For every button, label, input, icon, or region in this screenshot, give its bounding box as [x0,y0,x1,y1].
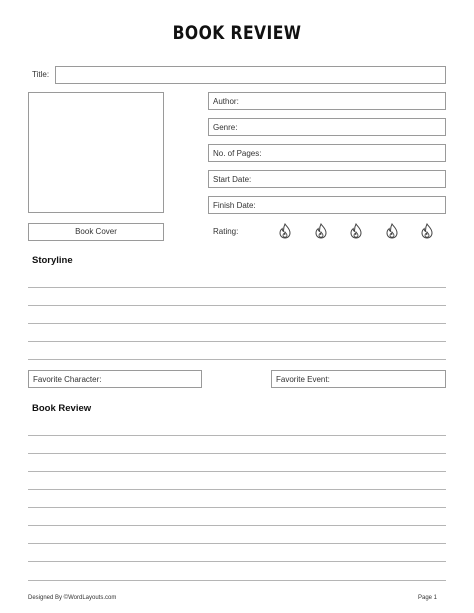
finish-date-field[interactable] [208,196,446,214]
flame-icon[interactable] [385,223,399,239]
author-label: Author: [213,97,239,106]
review-line[interactable] [28,453,446,454]
rating-label: Rating: [213,227,239,236]
book-cover-image-area[interactable] [28,92,164,213]
page-number: Page 1 [418,595,438,601]
flame-icon[interactable] [349,223,363,239]
genre-field[interactable] [208,118,446,136]
title-input[interactable] [55,66,446,84]
storyline-line[interactable] [28,323,446,324]
start-date-field[interactable] [208,170,446,188]
storyline-heading: Storyline [32,255,73,266]
review-line[interactable] [28,543,446,544]
storyline-line[interactable] [28,287,446,288]
author-field[interactable] [208,92,446,110]
start-date-label: Start Date: [213,175,252,184]
storyline-line[interactable] [28,341,446,342]
flame-icon[interactable] [420,223,434,239]
storyline-line[interactable] [28,305,446,306]
favorite-event-label: Favorite Event: [276,375,330,384]
title-label: Title: [32,70,50,79]
review-line[interactable] [28,580,446,581]
review-line[interactable] [28,489,446,490]
flame-icon[interactable] [278,223,292,239]
footer-credit: Designed By ©WordLayouts.com [28,595,117,601]
page-title: BOOK REVIEW [172,22,302,44]
favorite-event-field[interactable] [271,370,446,388]
book-review-heading: Book Review [32,403,92,414]
genre-label: Genre: [213,123,238,132]
finish-date-label: Finish Date: [213,201,256,210]
pages-field[interactable] [208,144,446,162]
pages-label: No. of Pages: [213,149,262,158]
storyline-line[interactable] [28,359,446,360]
book-cover-label: Book Cover [28,223,164,241]
review-line[interactable] [28,525,446,526]
favorite-character-label: Favorite Character: [33,375,102,384]
flame-icon[interactable] [314,223,328,239]
review-line[interactable] [28,471,446,472]
review-line[interactable] [28,561,446,562]
review-line[interactable] [28,435,446,436]
favorite-character-field[interactable] [28,370,202,388]
review-line[interactable] [28,507,446,508]
